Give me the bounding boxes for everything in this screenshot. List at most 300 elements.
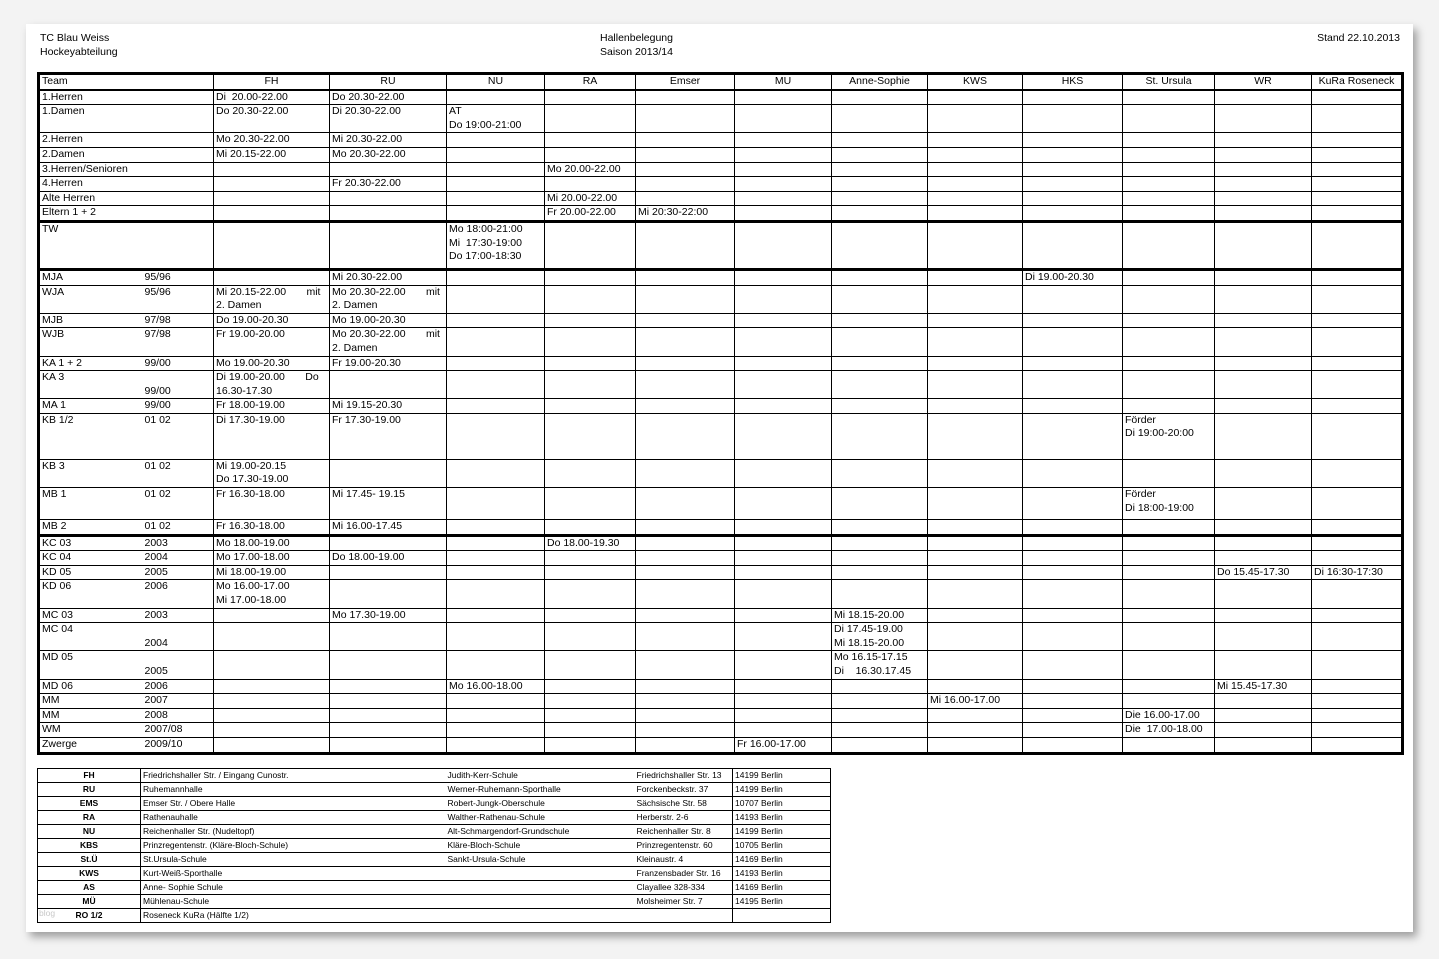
slot-cell bbox=[735, 328, 832, 356]
legend-hall: St.Ursula-Schule bbox=[141, 853, 446, 867]
slot-cell bbox=[447, 565, 545, 580]
schedule-row bbox=[39, 356, 1403, 371]
slot-cell bbox=[832, 285, 928, 313]
slot-cell bbox=[1312, 679, 1403, 694]
slot-cell bbox=[1312, 105, 1403, 133]
slot-cell: Mo 17.00-18.00 bbox=[214, 551, 330, 566]
slot-cell bbox=[1023, 708, 1123, 723]
legend-row bbox=[38, 839, 831, 853]
schedule-row bbox=[39, 413, 1403, 459]
slot-cell bbox=[832, 206, 928, 222]
slot-cell bbox=[545, 708, 636, 723]
slot-cell bbox=[1123, 90, 1215, 105]
slot-cell bbox=[1312, 90, 1403, 105]
team-cell: WJB bbox=[39, 328, 143, 356]
team-cell: MA 1 bbox=[39, 399, 143, 414]
slot-cell: Do 15.45-17.30 bbox=[1215, 565, 1312, 580]
slot-cell bbox=[447, 708, 545, 723]
slot-cell bbox=[636, 177, 735, 192]
slot-cell bbox=[1215, 147, 1312, 162]
team-cell: KC 04 bbox=[39, 551, 143, 566]
slot-cell bbox=[735, 694, 832, 709]
slot-cell: Mi 18.15-20.00 bbox=[832, 608, 928, 623]
schedule-row bbox=[39, 221, 1403, 269]
slot-cell bbox=[1215, 608, 1312, 623]
slot-cell: Mo 18:00-21:00 Mi 17:30-19:00 Do 17:00-18:30 bbox=[447, 221, 545, 269]
slot-cell bbox=[1215, 399, 1312, 414]
slot-cell bbox=[832, 565, 928, 580]
slot-cell bbox=[1312, 221, 1403, 269]
legend-street: Forckenbeckstr. 37 bbox=[635, 783, 733, 797]
slot-cell: Mo 20.30-22.00 mit 2. Damen bbox=[330, 285, 447, 313]
team-cell: 1.Herren bbox=[39, 90, 143, 105]
slot-cell bbox=[1123, 162, 1215, 177]
slot-cell bbox=[1123, 147, 1215, 162]
slot-cell bbox=[1023, 679, 1123, 694]
schedule-row bbox=[39, 371, 1403, 399]
team-cell: TW bbox=[39, 221, 143, 269]
slot-cell bbox=[447, 520, 545, 536]
slot-cell bbox=[1215, 313, 1312, 328]
slot-cell bbox=[1215, 651, 1312, 679]
slot-cell bbox=[545, 737, 636, 753]
slot-cell bbox=[330, 694, 447, 709]
slot-cell: Do 20.30-22.00 bbox=[330, 90, 447, 105]
team-cell: Eltern 1 + 2 bbox=[39, 206, 143, 222]
slot-cell bbox=[1312, 535, 1403, 551]
slot-cell bbox=[1312, 708, 1403, 723]
slot-cell bbox=[214, 679, 330, 694]
legend-school: Alt-Schmargendorf-Grundschule bbox=[446, 825, 635, 839]
slot-cell bbox=[928, 285, 1023, 313]
slot-cell bbox=[1312, 413, 1403, 459]
slot-cell bbox=[832, 520, 928, 536]
schedule-row bbox=[39, 177, 1403, 192]
slot-cell bbox=[735, 177, 832, 192]
schedule-row bbox=[39, 105, 1403, 133]
slot-cell bbox=[832, 191, 928, 206]
slot-cell bbox=[1215, 177, 1312, 192]
slot-cell bbox=[330, 679, 447, 694]
slot-cell: Mi 19.00-20.15 Do 17.30-19.00 bbox=[214, 459, 330, 487]
slot-cell bbox=[1215, 133, 1312, 148]
slot-cell bbox=[545, 551, 636, 566]
slot-cell bbox=[928, 535, 1023, 551]
slot-cell bbox=[545, 694, 636, 709]
slot-cell bbox=[636, 371, 735, 399]
legend-abbr: KWS bbox=[38, 867, 141, 881]
slot-cell bbox=[1123, 191, 1215, 206]
slot-cell bbox=[832, 371, 928, 399]
slot-cell bbox=[636, 191, 735, 206]
slot-cell bbox=[447, 737, 545, 753]
slot-cell bbox=[832, 580, 928, 608]
slot-cell bbox=[447, 371, 545, 399]
slot-cell bbox=[1023, 535, 1123, 551]
slot-cell bbox=[1215, 623, 1312, 651]
slot-cell bbox=[330, 162, 447, 177]
document-sheet bbox=[26, 24, 1413, 932]
slot-cell bbox=[1312, 162, 1403, 177]
legend-hall: Reichenhaller Str. (Nudeltopf) bbox=[141, 825, 446, 839]
slot-cell bbox=[735, 551, 832, 566]
slot-cell bbox=[928, 177, 1023, 192]
slot-cell bbox=[214, 206, 330, 222]
slot-cell bbox=[447, 162, 545, 177]
slot-cell bbox=[928, 413, 1023, 459]
slot-cell bbox=[928, 371, 1023, 399]
slot-cell bbox=[214, 177, 330, 192]
legend-school: Sankt-Ursula-Schule bbox=[446, 853, 635, 867]
legend-school bbox=[446, 867, 635, 881]
slot-cell bbox=[1123, 177, 1215, 192]
slot-cell bbox=[735, 356, 832, 371]
slot-cell bbox=[447, 608, 545, 623]
slot-cell bbox=[1215, 488, 1312, 520]
legend-street: Kleinaustr. 4 bbox=[635, 853, 733, 867]
slot-cell bbox=[832, 488, 928, 520]
year-cell: 97/98 bbox=[143, 328, 214, 356]
slot-cell: Mi 16.00-17.45 bbox=[330, 520, 447, 536]
slot-cell bbox=[832, 551, 928, 566]
slot-cell bbox=[735, 488, 832, 520]
legend-street bbox=[635, 909, 733, 923]
legend-abbr: RU bbox=[38, 783, 141, 797]
legend-street: Franzensbader Str. 16 bbox=[635, 867, 733, 881]
schedule-row bbox=[39, 269, 1403, 285]
slot-cell: Mo 16.00-18.00 bbox=[447, 679, 545, 694]
legend-street: Sächsische Str. 58 bbox=[635, 797, 733, 811]
slot-cell bbox=[832, 679, 928, 694]
slot-cell bbox=[1215, 459, 1312, 487]
slot-cell: Di 19.00-20.30 bbox=[1023, 269, 1123, 285]
slot-cell bbox=[1023, 694, 1123, 709]
slot-cell bbox=[1023, 285, 1123, 313]
slot-cell bbox=[832, 177, 928, 192]
legend-street: Molsheimer Str. 7 bbox=[635, 895, 733, 909]
team-cell: MB 2 bbox=[39, 520, 143, 536]
schedule-row bbox=[39, 608, 1403, 623]
slot-cell bbox=[735, 651, 832, 679]
slot-cell bbox=[1123, 651, 1215, 679]
slot-cell bbox=[1023, 328, 1123, 356]
slot-cell bbox=[1215, 191, 1312, 206]
legend-school: Werner-Ruhemann-Sporthalle bbox=[446, 783, 635, 797]
legend-abbr: NU bbox=[38, 825, 141, 839]
legend-city: 10705 Berlin bbox=[733, 839, 831, 853]
slot-cell bbox=[636, 708, 735, 723]
slot-cell bbox=[636, 356, 735, 371]
legend-city: 14169 Berlin bbox=[733, 881, 831, 895]
slot-cell bbox=[545, 580, 636, 608]
slot-cell bbox=[1123, 551, 1215, 566]
slot-cell: Mo 20.00-22.00 bbox=[545, 162, 636, 177]
slot-cell bbox=[1023, 737, 1123, 753]
slot-cell bbox=[1023, 356, 1123, 371]
slot-cell bbox=[735, 708, 832, 723]
column-header: KuRa Roseneck bbox=[1312, 74, 1403, 90]
slot-cell bbox=[832, 708, 928, 723]
slot-cell bbox=[832, 328, 928, 356]
year-cell: 01 02 bbox=[143, 413, 214, 459]
team-cell: KB 1/2 bbox=[39, 413, 143, 459]
slot-cell bbox=[636, 313, 735, 328]
slot-cell bbox=[545, 488, 636, 520]
legend-row bbox=[38, 909, 831, 923]
team-cell: Zwerge bbox=[39, 737, 143, 753]
slot-cell bbox=[735, 221, 832, 269]
slot-cell bbox=[1312, 356, 1403, 371]
slot-cell bbox=[1023, 723, 1123, 738]
slot-cell bbox=[330, 723, 447, 738]
year-cell bbox=[143, 147, 214, 162]
slot-cell bbox=[735, 313, 832, 328]
slot-cell: Mi 20.15-22.00 mit 2. Damen bbox=[214, 285, 330, 313]
slot-cell bbox=[545, 520, 636, 536]
slot-cell bbox=[928, 313, 1023, 328]
team-cell: 2.Herren bbox=[39, 133, 143, 148]
slot-cell bbox=[545, 651, 636, 679]
team-cell: 1.Damen bbox=[39, 105, 143, 133]
year-cell bbox=[143, 191, 214, 206]
slot-cell bbox=[1312, 737, 1403, 753]
legend-hall: Roseneck KuRa (Hälfte 1/2) bbox=[141, 909, 446, 923]
year-cell: 2007 bbox=[143, 694, 214, 709]
schedule-row bbox=[39, 191, 1403, 206]
year-cell: 2005 bbox=[143, 651, 214, 679]
slot-cell bbox=[1023, 313, 1123, 328]
team-cell: 4.Herren bbox=[39, 177, 143, 192]
slot-cell bbox=[735, 535, 832, 551]
slot-cell bbox=[447, 90, 545, 105]
slot-cell: Do 20.30-22.00 bbox=[214, 105, 330, 133]
slot-cell bbox=[447, 147, 545, 162]
slot-cell bbox=[1023, 551, 1123, 566]
column-header: Emser bbox=[636, 74, 735, 90]
column-header: St. Ursula bbox=[1123, 74, 1215, 90]
legend-abbr: RO 1/2 bbox=[38, 909, 141, 923]
legend-row bbox=[38, 797, 831, 811]
slot-cell bbox=[735, 371, 832, 399]
slot-cell bbox=[545, 221, 636, 269]
legend-street: Clayallee 328-334 bbox=[635, 881, 733, 895]
slot-cell bbox=[1312, 623, 1403, 651]
slot-cell bbox=[1123, 694, 1215, 709]
legend-city: 14199 Berlin bbox=[733, 769, 831, 783]
slot-cell: Mo 20.30-22.00 mit 2. Damen bbox=[330, 328, 447, 356]
slot-cell bbox=[545, 413, 636, 459]
year-cell: 99/00 bbox=[143, 399, 214, 414]
slot-cell bbox=[1123, 269, 1215, 285]
slot-cell bbox=[545, 565, 636, 580]
slot-cell bbox=[1215, 90, 1312, 105]
slot-cell bbox=[928, 356, 1023, 371]
legend-city: 14193 Berlin bbox=[733, 811, 831, 825]
slot-cell bbox=[447, 313, 545, 328]
slot-cell bbox=[1215, 737, 1312, 753]
schedule-row bbox=[39, 679, 1403, 694]
legend-row bbox=[38, 825, 831, 839]
slot-cell bbox=[636, 285, 735, 313]
slot-cell bbox=[1123, 679, 1215, 694]
legend-street: Reichenhaller Str. 8 bbox=[635, 825, 733, 839]
slot-cell bbox=[636, 328, 735, 356]
slot-cell: Die 17.00-18.00 bbox=[1123, 723, 1215, 738]
slot-cell bbox=[447, 535, 545, 551]
schedule-row bbox=[39, 133, 1403, 148]
legend-hall: Friedrichshaller Str. / Eingang Cunostr. bbox=[141, 769, 446, 783]
slot-cell bbox=[636, 221, 735, 269]
slot-cell bbox=[735, 162, 832, 177]
slot-cell bbox=[928, 105, 1023, 133]
slot-cell: Mi 20.30-22.00 bbox=[330, 269, 447, 285]
slot-cell bbox=[636, 520, 735, 536]
legend-street: Friedrichshaller Str. 13 bbox=[635, 769, 733, 783]
column-header: NU bbox=[447, 74, 545, 90]
schedule-row bbox=[39, 162, 1403, 177]
legend-hall: Anne- Sophie Schule bbox=[141, 881, 446, 895]
slot-cell bbox=[545, 269, 636, 285]
legend-abbr: RA bbox=[38, 811, 141, 825]
year-cell: 99/00 bbox=[143, 371, 214, 399]
slot-cell bbox=[447, 651, 545, 679]
slot-cell bbox=[545, 133, 636, 148]
column-header-row bbox=[39, 74, 1403, 90]
year-cell bbox=[143, 90, 214, 105]
schedule-row bbox=[39, 147, 1403, 162]
column-header: Team bbox=[39, 74, 143, 90]
slot-cell bbox=[1215, 162, 1312, 177]
team-cell: 2.Damen bbox=[39, 147, 143, 162]
slot-cell bbox=[447, 133, 545, 148]
slot-cell bbox=[1123, 608, 1215, 623]
slot-cell: Di 17.30-19.00 bbox=[214, 413, 330, 459]
slot-cell bbox=[545, 723, 636, 738]
schedule-row bbox=[39, 623, 1403, 651]
slot-cell bbox=[735, 520, 832, 536]
year-cell: 95/96 bbox=[143, 285, 214, 313]
slot-cell bbox=[735, 459, 832, 487]
team-cell: KD 06 bbox=[39, 580, 143, 608]
slot-cell bbox=[1023, 651, 1123, 679]
slot-cell bbox=[545, 105, 636, 133]
slot-cell bbox=[447, 580, 545, 608]
slot-cell bbox=[1123, 328, 1215, 356]
slot-cell: Do 19.00-20.30 bbox=[214, 313, 330, 328]
slot-cell bbox=[447, 488, 545, 520]
slot-cell bbox=[832, 737, 928, 753]
year-cell: 97/98 bbox=[143, 313, 214, 328]
slot-cell bbox=[1312, 191, 1403, 206]
slot-cell bbox=[1123, 356, 1215, 371]
slot-cell: AT Do 19:00-21:00 bbox=[447, 105, 545, 133]
slot-cell bbox=[735, 269, 832, 285]
slot-cell bbox=[735, 413, 832, 459]
slot-cell bbox=[1123, 565, 1215, 580]
slot-cell bbox=[1123, 313, 1215, 328]
slot-cell bbox=[1312, 651, 1403, 679]
slot-cell bbox=[832, 133, 928, 148]
legend-hall: Ruhemannhalle bbox=[141, 783, 446, 797]
column-header: WR bbox=[1215, 74, 1312, 90]
slot-cell bbox=[1312, 313, 1403, 328]
slot-cell bbox=[735, 679, 832, 694]
year-cell: 01 02 bbox=[143, 459, 214, 487]
club-header bbox=[40, 31, 118, 59]
slot-cell bbox=[928, 737, 1023, 753]
slot-cell bbox=[928, 221, 1023, 269]
slot-cell bbox=[928, 459, 1023, 487]
legend-school: Robert-Jungk-Oberschule bbox=[446, 797, 635, 811]
team-cell: MD 05 bbox=[39, 651, 143, 679]
legend-hall: Mühlenau-Schule bbox=[141, 895, 446, 909]
year-cell: 2003 bbox=[143, 608, 214, 623]
legend-abbr: EMS bbox=[38, 797, 141, 811]
slot-cell bbox=[1023, 459, 1123, 487]
slot-cell: Mi 16.00-17.00 bbox=[928, 694, 1023, 709]
slot-cell bbox=[1215, 723, 1312, 738]
slot-cell: Fr 19.00-20.00 bbox=[214, 328, 330, 356]
slot-cell bbox=[636, 535, 735, 551]
legend-row bbox=[38, 811, 831, 825]
legend-abbr: St.Ü bbox=[38, 853, 141, 867]
team-cell: KA 1 + 2 bbox=[39, 356, 143, 371]
slot-cell: Di 19.00-20.00 Do 16.30-17.30 bbox=[214, 371, 330, 399]
slot-cell bbox=[1215, 694, 1312, 709]
slot-cell bbox=[735, 105, 832, 133]
slot-cell bbox=[447, 399, 545, 414]
slot-cell bbox=[214, 191, 330, 206]
slot-cell bbox=[1312, 694, 1403, 709]
slot-cell bbox=[330, 459, 447, 487]
year-cell: 2003 bbox=[143, 535, 214, 551]
slot-cell bbox=[1023, 90, 1123, 105]
legend-city: 14193 Berlin bbox=[733, 867, 831, 881]
slot-cell bbox=[832, 723, 928, 738]
slot-cell bbox=[214, 162, 330, 177]
slot-cell bbox=[447, 413, 545, 459]
slot-cell: Fr 18.00-19.00 bbox=[214, 399, 330, 414]
slot-cell bbox=[1023, 623, 1123, 651]
column-header: KWS bbox=[928, 74, 1023, 90]
slot-cell bbox=[1023, 206, 1123, 222]
slot-cell bbox=[447, 285, 545, 313]
slot-cell bbox=[1215, 551, 1312, 566]
schedule-row bbox=[39, 313, 1403, 328]
slot-cell bbox=[928, 206, 1023, 222]
year-cell: 2008 bbox=[143, 708, 214, 723]
team-cell: WM bbox=[39, 723, 143, 738]
slot-cell: Mo 20.30-22.00 bbox=[330, 147, 447, 162]
slot-cell bbox=[1023, 565, 1123, 580]
slot-cell bbox=[735, 580, 832, 608]
slot-cell bbox=[1023, 608, 1123, 623]
slot-cell bbox=[1215, 356, 1312, 371]
slot-cell bbox=[1312, 177, 1403, 192]
year-cell: 2006 bbox=[143, 580, 214, 608]
legend-school bbox=[446, 895, 635, 909]
legend-abbr: KBS bbox=[38, 839, 141, 853]
schedule-row bbox=[39, 285, 1403, 313]
legend-street: Prinzregentenstr. 60 bbox=[635, 839, 733, 853]
legend-row bbox=[38, 881, 831, 895]
slot-cell bbox=[545, 356, 636, 371]
year-cell: 95/96 bbox=[143, 269, 214, 285]
slot-cell bbox=[1123, 371, 1215, 399]
team-cell: KD 05 bbox=[39, 565, 143, 580]
slot-cell bbox=[636, 623, 735, 651]
legend-row bbox=[38, 783, 831, 797]
